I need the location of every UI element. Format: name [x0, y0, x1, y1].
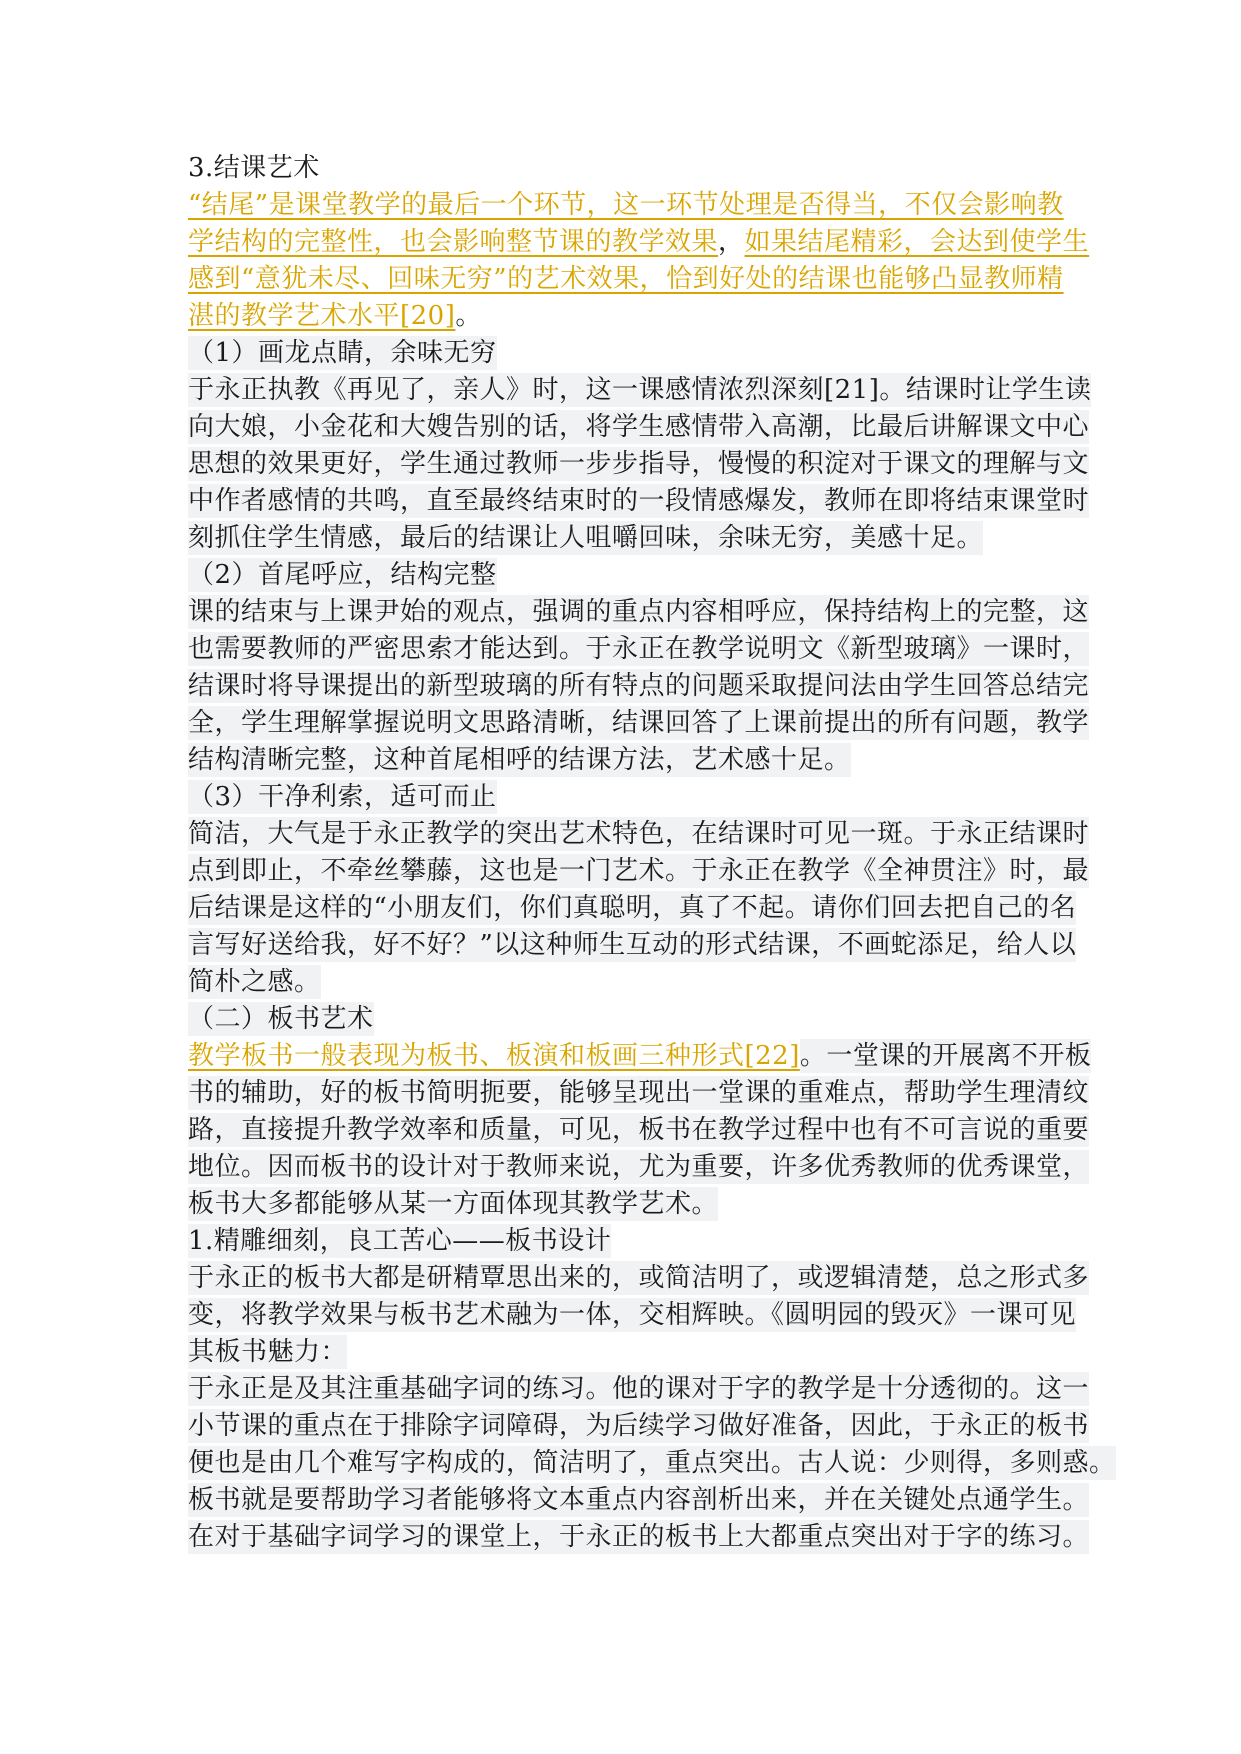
- text-line: [188, 890, 1088, 927]
- text-line: [188, 705, 1088, 742]
- text-line: [188, 853, 1088, 890]
- text-line: [188, 372, 1092, 409]
- text-line: [188, 187, 1088, 224]
- text-line: [188, 1112, 1088, 1149]
- text-line: [188, 668, 1088, 705]
- highlighted-text[interactable]: 感到“意犹未尽、回味无穷”的艺术效果，恰到好处的结课也能够凸显教师精: [188, 264, 1064, 294]
- text-segment: 在对于基础字词学习的课堂上，于永正的板书上大都重点突出对于字的练习。: [188, 1522, 1090, 1552]
- text-line: [188, 1408, 1088, 1445]
- text-line: [188, 1075, 1088, 1112]
- highlighted-text[interactable]: “结尾”是课堂教学的最后一个环节，这一环节处理是否得当，不仅会影响教: [188, 190, 1064, 220]
- text-line: [188, 1519, 1088, 1556]
- text-line: [188, 446, 1088, 483]
- text-segment: 便也是由几个难写字构成的，简洁明了，重点突出。古人说：少则得，多则惑。: [188, 1448, 1116, 1478]
- text-segment: 1.精雕细刻，良工苦心——板书设计: [188, 1226, 612, 1256]
- text-segment: 地位。因而板书的设计对于教师来说，尤为重要，许多优秀教师的优秀课堂，: [188, 1152, 1090, 1182]
- text-segment: 于永正的板书大都是研精覃思出来的，或简洁明了，或逻辑清楚，总之形式多: [188, 1263, 1090, 1293]
- text-segment: 其板书魅力：: [188, 1337, 348, 1367]
- text-segment: 结课时将导课提出的新型玻璃的所有特点的问题采取提问法由学生回答总结完: [188, 671, 1090, 701]
- text-segment: 书的辅助，好的板书简明扼要，能够呈现出一堂课的重难点，帮助学生理清纹: [188, 1078, 1090, 1108]
- text-segment: 思想的效果更好，学生通过教师一步步指导，慢慢的积淀对于课文的理解与文: [188, 449, 1090, 479]
- text-segment: 简朴之感。: [188, 967, 321, 997]
- text-line: [188, 298, 1088, 335]
- text-line: [188, 631, 1088, 668]
- text-segment: ，: [718, 227, 745, 257]
- text-line: [188, 964, 1088, 1001]
- highlighted-text[interactable]: 学结构的完整性，也会影响整节课的教学效果: [188, 227, 719, 257]
- text-segment: （2）首尾呼应，结构完整: [188, 560, 497, 590]
- highlighted-text[interactable]: 湛的教学艺术水平[20]: [188, 301, 456, 331]
- text-line: [188, 261, 1088, 298]
- text-line: [188, 150, 1088, 187]
- text-segment: 结构清晰完整，这种首尾相呼的结课方法，艺术感十足。: [188, 745, 851, 775]
- text-segment: 后结课是这样的“小朋友们，你们真聪明，真了不起。请你们回去把自己的名: [188, 893, 1077, 923]
- text-line: [188, 409, 1088, 446]
- text-line: [188, 742, 1088, 779]
- text-segment: （二）板书艺术: [188, 1004, 374, 1034]
- text-line: [188, 483, 1088, 520]
- text-line: [188, 1371, 1088, 1408]
- text-line: [188, 1038, 1092, 1075]
- text-line: [188, 1223, 1088, 1260]
- text-segment: （3）干净利索，适可而止: [188, 782, 497, 812]
- text-segment: 刻抓住学生情感，最后的结课让人咀嚼回味，余味无穷，美感十足。: [188, 523, 984, 553]
- highlighted-text[interactable]: 如果结尾精彩，会达到使学生: [744, 227, 1090, 257]
- text-segment: 点到即止，不牵丝攀藤，这也是一门艺术。于永正在教学《全神贯注》时，最: [188, 856, 1090, 886]
- text-segment: 。一堂课的开展离不开板: [799, 1041, 1092, 1071]
- text-line: [188, 557, 1088, 594]
- text-line: [188, 1482, 1088, 1519]
- text-segment: 简洁，大气是于永正教学的突出艺术特色，在结课时可见一斑。于永正结课时: [188, 819, 1090, 849]
- text-line: [188, 779, 1088, 816]
- text-line: [188, 594, 1088, 631]
- text-segment: 全，学生理解掌握说明文思路清晰，结课回答了上课前提出的所有问题，教学: [188, 708, 1090, 738]
- text-segment: 板书大多都能够从某一方面体现其教学艺术。: [188, 1189, 719, 1219]
- text-segment: 3.结课艺术: [188, 153, 320, 183]
- text-segment: 。: [455, 301, 482, 331]
- text-line: [188, 1186, 1088, 1223]
- text-segment: 于永正执教《再见了，亲人》时，这一课感情浓烈深刻[21]。结课时让学生读: [188, 375, 1092, 405]
- text-segment: 中作者感情的共鸣，直至最终结束时的一段情感爆发，教师在即将结束课堂时: [188, 486, 1090, 516]
- text-segment: 课的结束与上课尹始的观点，强调的重点内容相呼应，保持结构上的完整，这: [188, 597, 1090, 627]
- text-line: [188, 1001, 1088, 1038]
- text-line: [188, 927, 1088, 964]
- text-segment: 小节课的重点在于排除字词障碍，为后续学习做好准备，因此，于永正的板书: [188, 1411, 1090, 1441]
- document-body: [188, 150, 1116, 1556]
- text-segment: 也需要教师的严密思索才能达到。于永正在教学说明文《新型玻璃》一课时，: [188, 634, 1090, 664]
- text-segment: 言写好送给我，好不好？”以这种师生互动的形式结课，不画蛇添足，给人以: [188, 930, 1077, 960]
- text-line: [188, 816, 1088, 853]
- text-line: [188, 1445, 1116, 1482]
- text-line: [188, 1297, 1088, 1334]
- text-segment: 变，将教学效果与板书艺术融为一体，交相辉映。《圆明园的毁灭》一课可见: [188, 1300, 1077, 1330]
- text-segment: 板书就是要帮助学习者能够将文本重点内容剖析出来，并在关键处点通学生。: [188, 1485, 1090, 1515]
- text-segment: 路，直接提升教学效率和质量，可见，板书在教学过程中也有不可言说的重要: [188, 1115, 1090, 1145]
- text-segment: （1）画龙点睛，余味无穷: [188, 338, 497, 368]
- text-line: [188, 1334, 1088, 1371]
- highlighted-text[interactable]: 教学板书一般表现为板书、板演和板画三种形式[22]: [188, 1041, 800, 1071]
- text-line: [188, 1260, 1088, 1297]
- text-line: [188, 520, 1088, 557]
- text-line: [188, 335, 1088, 372]
- text-segment: 向大娘，小金花和大嫂告别的话，将学生感情带入高潮，比最后讲解课文中心: [188, 412, 1090, 442]
- text-line: [188, 224, 1088, 261]
- text-segment: 于永正是及其注重基础字词的练习。他的课对于字的教学是十分透彻的。这一: [188, 1374, 1090, 1404]
- text-line: [188, 1149, 1088, 1186]
